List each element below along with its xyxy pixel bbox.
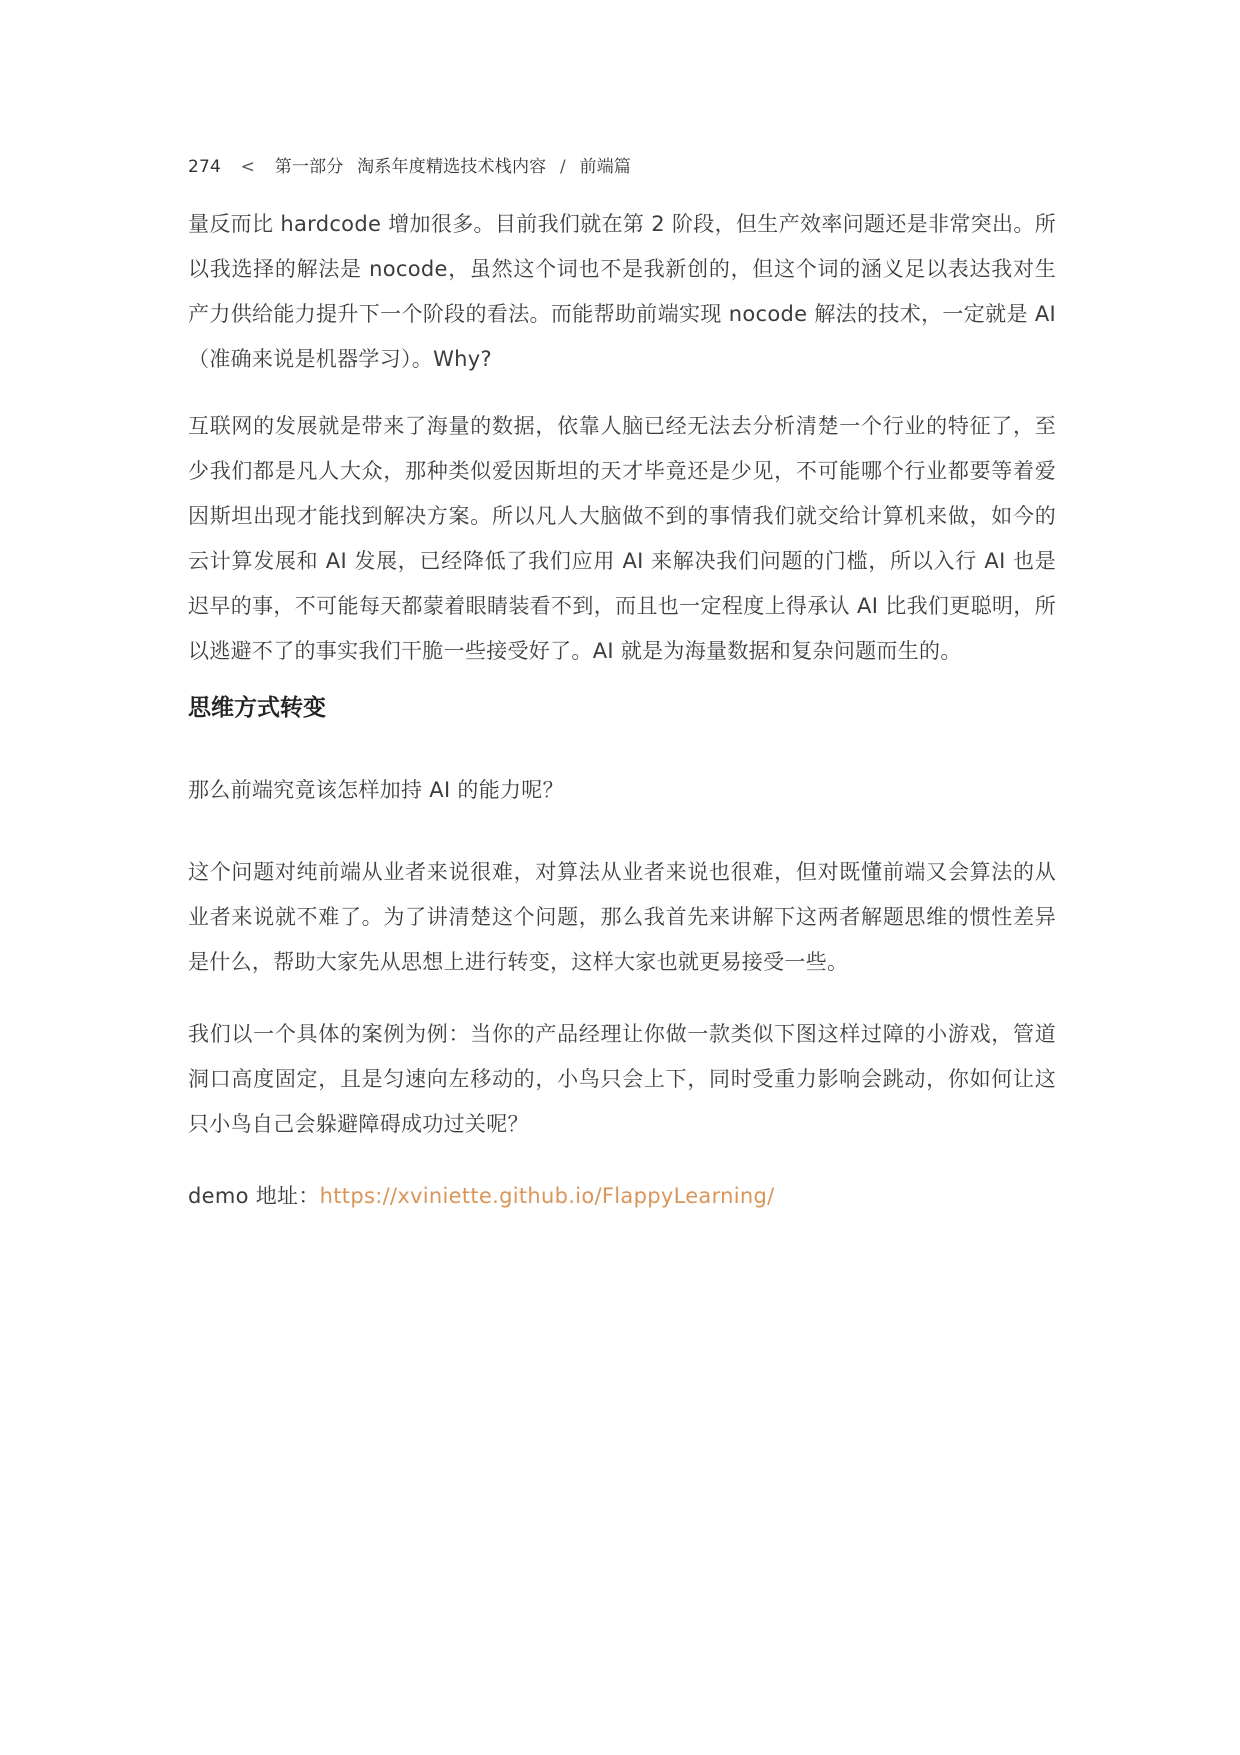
running-header: [188, 152, 645, 177]
page-number: 274: [188, 157, 222, 177]
header-separator: <: [240, 157, 256, 177]
paragraph-nocode: 量反而比 hardcode 增加很多。目前我们就在第 2 阶段，但生产效率问题还是非常突出。所以我选择的解法是 nocode，虽然这个词也不是我新创的，但这个词的涵义足以表达我对生产力供给能力提升下一个阶段的看法。而能帮助前端实现 nocode 解法的技术，一定就是 AI（准确来说是机器学习）。Why?: [188, 212, 1056, 371]
demo-link[interactable]: https://xviniette.github.io/FlappyLearning/: [319, 1184, 775, 1208]
section-heading: 思维方式转变: [188, 695, 326, 721]
demo-line: [188, 1174, 1056, 1219]
header-section: 前端篇: [579, 157, 632, 177]
header-slash: /: [559, 157, 566, 177]
paragraph-thinking: 这个问题对纯前端从业者来说很难，对算法从业者来说也很难，但对既懂前端又会算法的从业者来说就不难了。为了讲清楚这个问题，那么我首先来讲解下这两者解题思维的惯性差异是什么，帮助大家先从思想上进行转变，这样大家也就更易接受一些。: [188, 860, 1056, 974]
paragraph-example: 我们以一个具体的案例为例：当你的产品经理让你做一款类似下图这样过障的小游戏，管道洞口高度固定，且是匀速向左移动的，小鸟只会上下，同时受重力影响会跳动，你如何让这只小鸟自己会躲避障碍成功过关呢？: [188, 1022, 1056, 1136]
demo-label: demo 地址：: [188, 1184, 320, 1208]
paragraph-big-data: 互联网的发展就是带来了海量的数据，依靠人脑已经无法去分析清楚一个行业的特征了，至少我们都是凡人大众，那种类似爱因斯坦的天才毕竟还是少见，不可能哪个行业都要等着爱因斯坦出现才能找到解决方案。所以凡人大脑做不到的事情我们就交给计算机来做，如今的云计算发展和 AI 发展，已经降低了我们应用 AI 来解决我们问题的门槛，所以入行 AI 也是迟早的事，不可能每天都蒙着眼睛装看不到，而且也一定程度上得承认 AI 比我们更聪明，所以逃避不了的事实我们干脆一些接受好了。AI 就是为海量数据和复杂问题而生的。: [188, 414, 1056, 663]
header-part: 第一部分: [274, 157, 344, 177]
paragraph-question: 那么前端究竟该怎样加持 AI 的能力呢？: [188, 778, 564, 802]
header-book-title: 淘系年度精选技术栈内容: [357, 157, 547, 177]
